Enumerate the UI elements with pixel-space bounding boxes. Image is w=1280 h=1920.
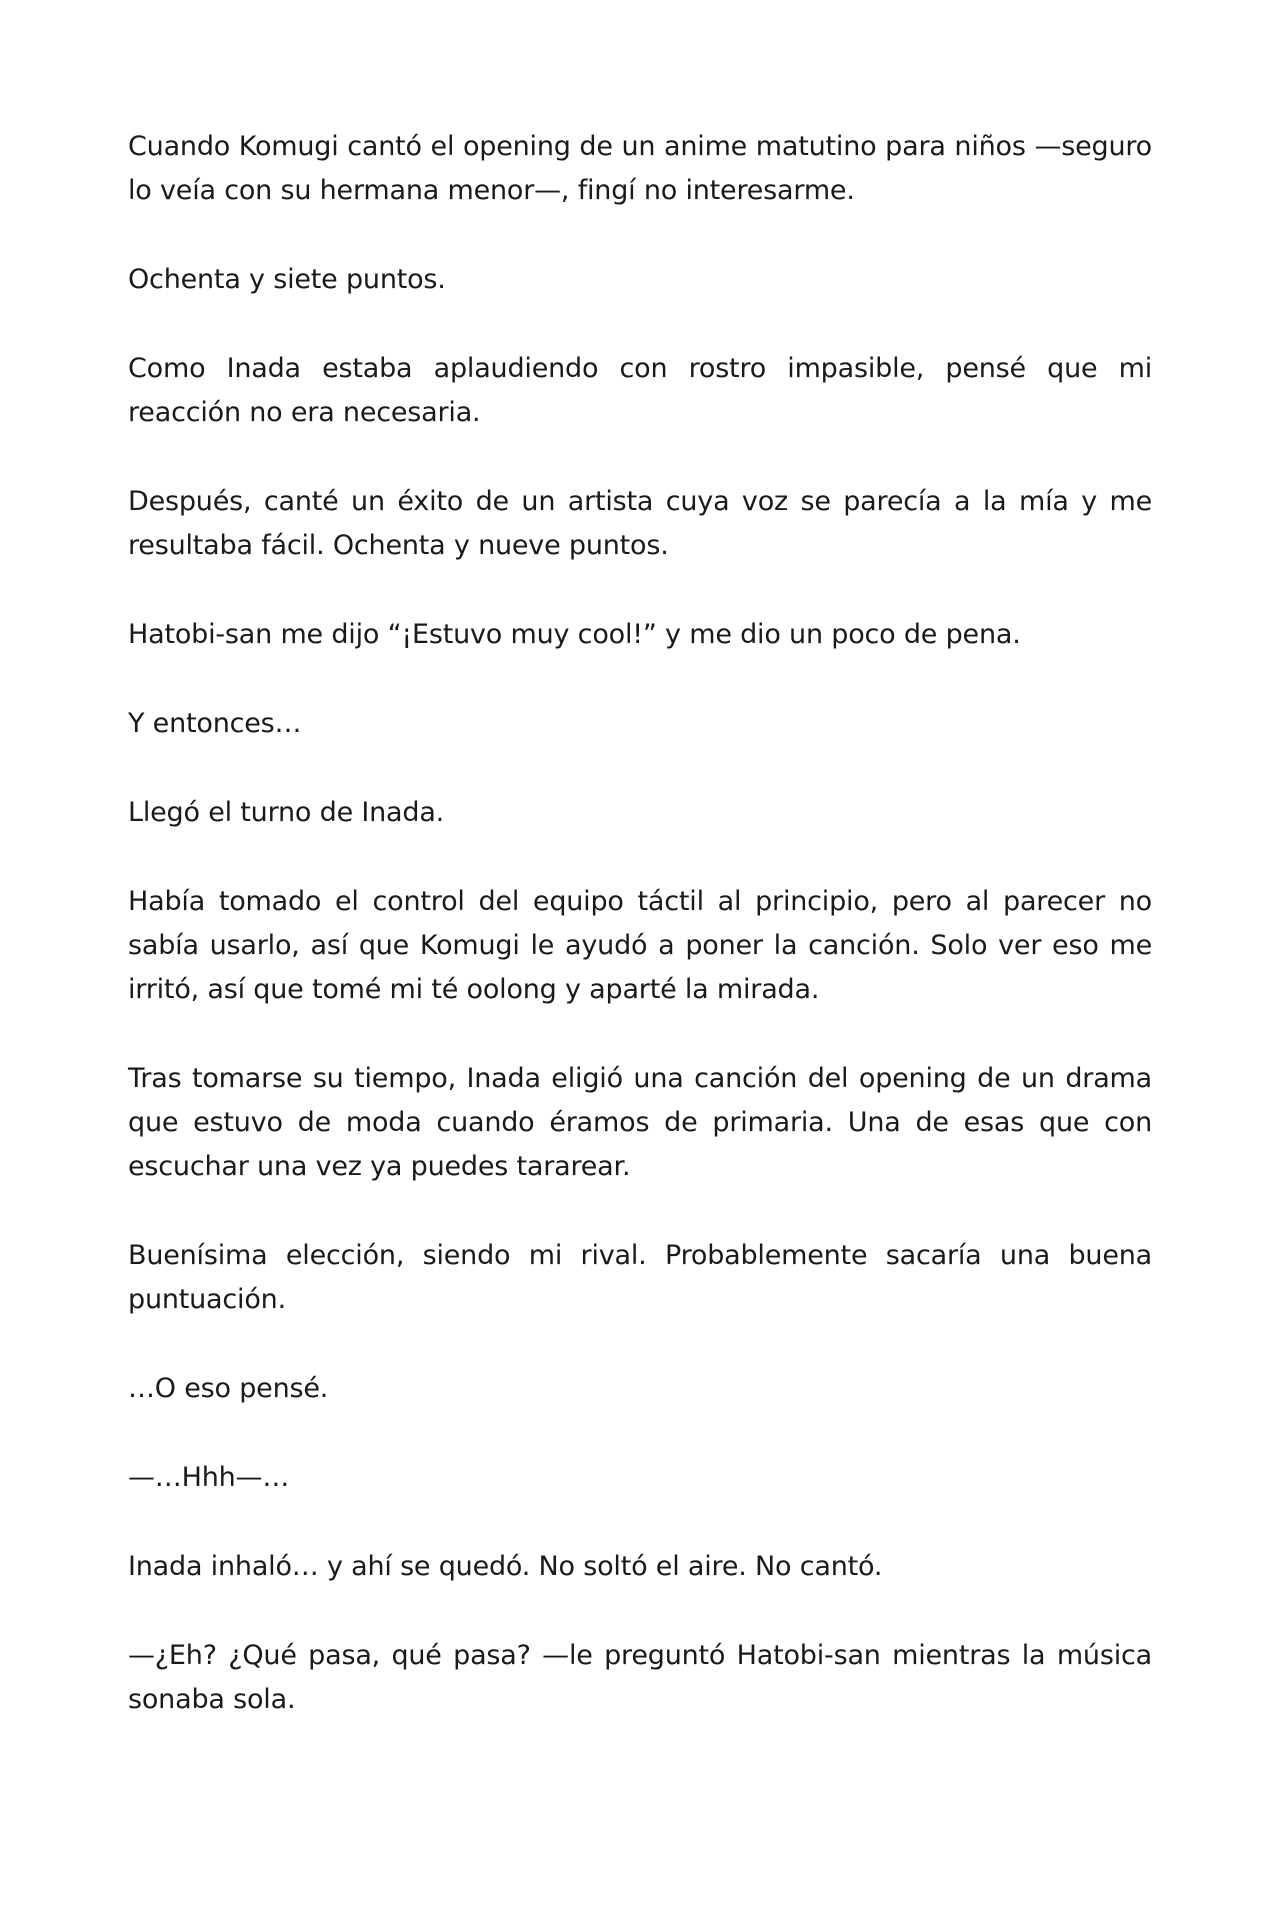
paragraph: —…Hhh—… bbox=[128, 1462, 290, 1493]
paragraph: —¿Eh? ¿Qué pasa, qué pasa? —le preguntó Hatobi-san mientras la música sonaba sola. bbox=[128, 1640, 1152, 1715]
paragraph: Buenísima elección, siendo mi rival. Probablemente sacaría una buena puntuación. bbox=[128, 1240, 1152, 1315]
paragraph: Tras tomarse su tiempo, Inada eligió una canción del opening de un drama que estuvo de moda cuando éramos de primaria. Una de esas que con escuchar una vez ya puedes tararear. bbox=[128, 1063, 1152, 1182]
paragraph: Hatobi-san me dijo “¡Estuvo muy cool!” y me dio un poco de pena. bbox=[128, 619, 1021, 650]
paragraph: Ochenta y siete puntos. bbox=[128, 264, 446, 295]
paragraph: Y entonces… bbox=[128, 708, 302, 739]
paragraph: …O eso pensé. bbox=[128, 1373, 329, 1404]
paragraph: Cuando Komugi cantó el opening de un anime matutino para niños —seguro lo veía con su hermana menor—, fingí no interesarme. bbox=[128, 131, 1152, 206]
paragraph: Inada inhaló… y ahí se quedó. No soltó el aire. No cantó. bbox=[128, 1551, 883, 1582]
paragraph: Como Inada estaba aplaudiendo con rostro impasible, pensé que mi reacción no era necesaria. bbox=[128, 353, 1152, 428]
paragraph: Había tomado el control del equipo táctil al principio, pero al parecer no sabía usarlo, así que Komugi le ayudó a poner la canción. Solo ver eso me irritó, así que tomé mi té oolong y aparté la mirada. bbox=[128, 886, 1152, 1005]
paragraph: Después, canté un éxito de un artista cuya voz se parecía a la mía y me resultaba fácil. Ochenta y nueve puntos. bbox=[128, 486, 1152, 561]
paragraph: Llegó el turno de Inada. bbox=[128, 797, 445, 828]
